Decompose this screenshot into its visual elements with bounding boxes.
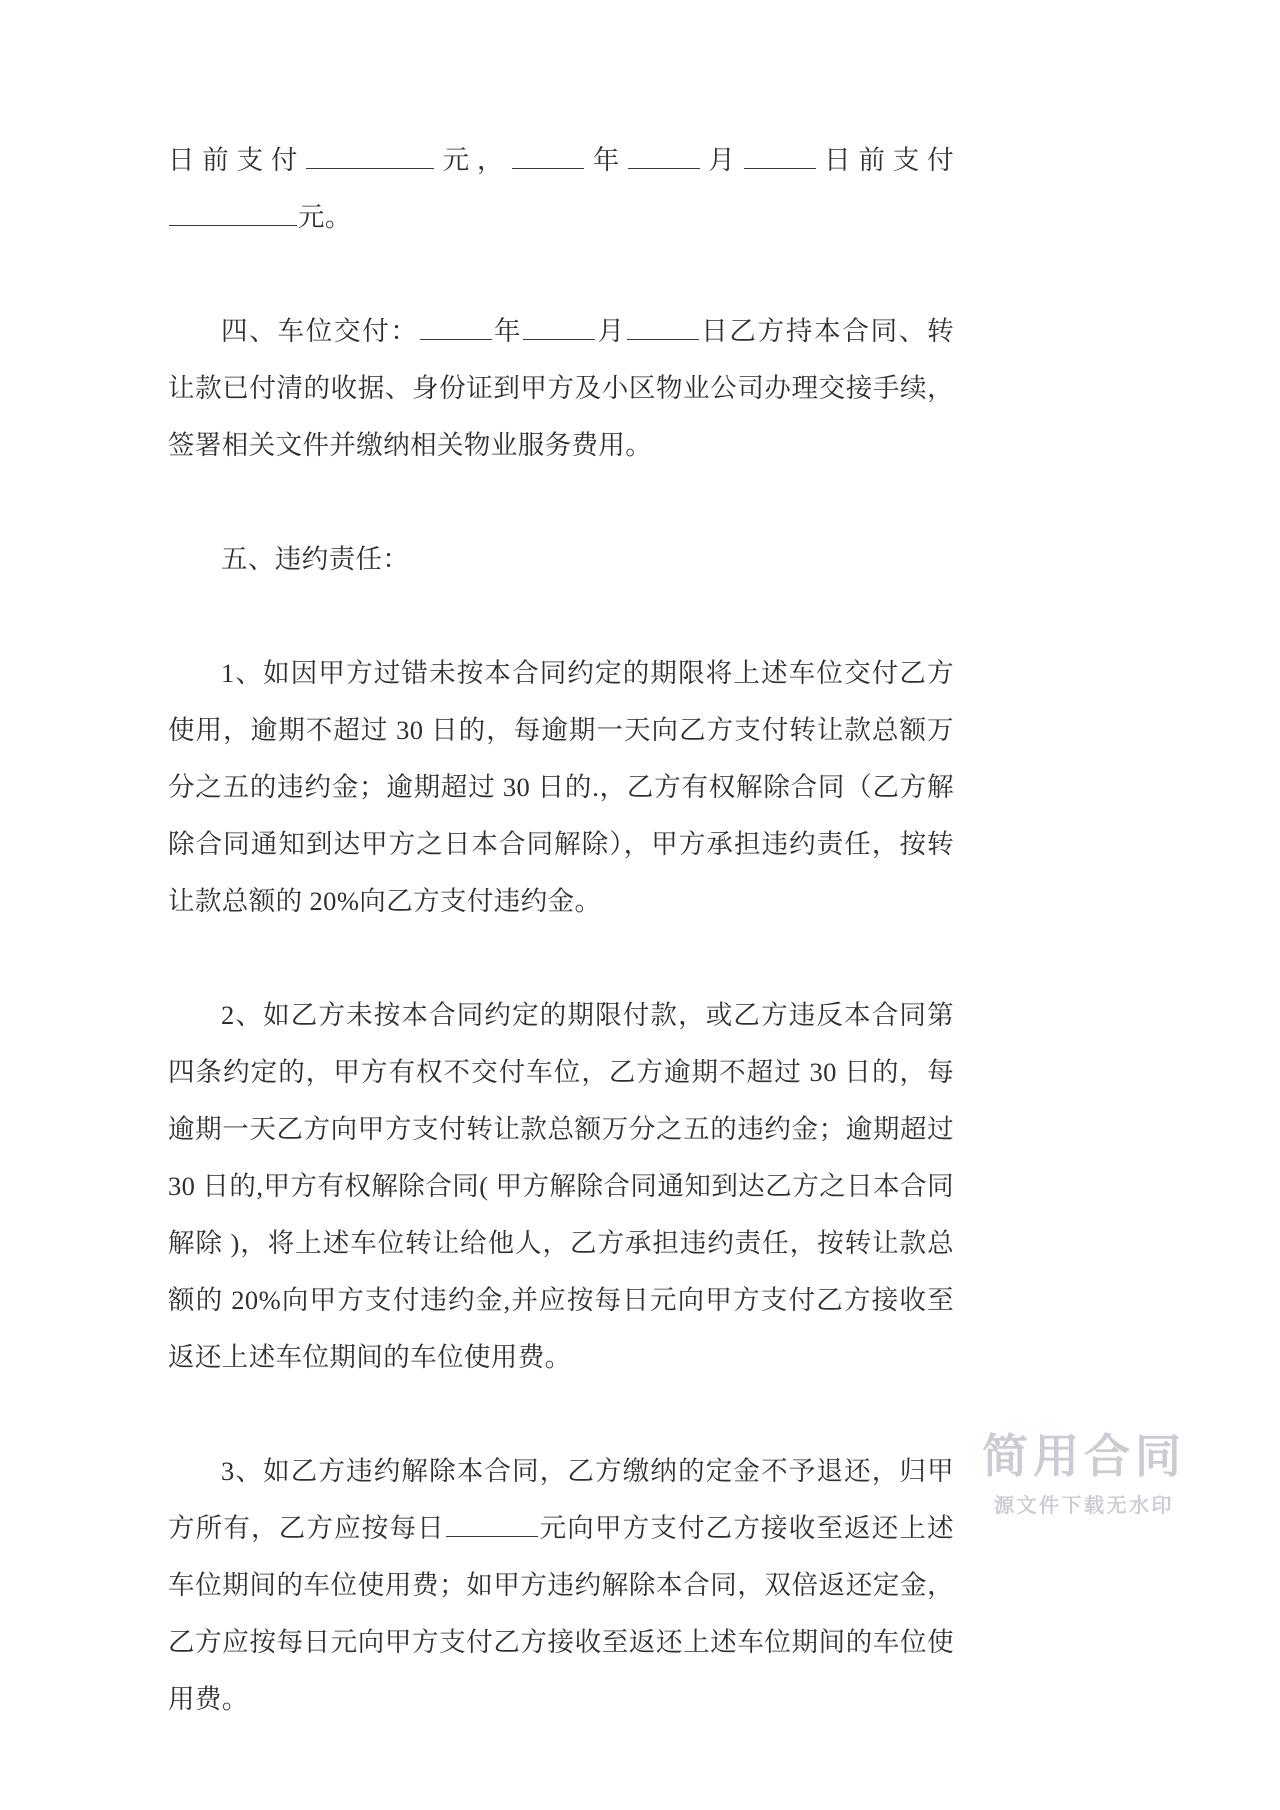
fill-blank-month-1[interactable] xyxy=(628,143,700,169)
text-run: 日前支付 xyxy=(816,145,954,175)
text-run: 四、车位交付： xyxy=(221,316,419,346)
document-body xyxy=(168,132,954,1728)
paragraph-payment-continuation xyxy=(168,132,954,246)
text-run: 月 xyxy=(596,316,626,346)
text-run: 元向甲方支付乙方接收至返还上述车位期间的车位使用费；如甲方违约解除本合同，双倍返还定金，乙方应按每日元向甲方支付乙方接收至返还上述车位期间的车位使用费。 xyxy=(168,1513,955,1714)
text-run: 元。 xyxy=(298,202,352,232)
text-run: 日乙方持本合同、转让款已付清的收据、身份证到甲方及小区物业公司办理交接手续，签署相关文件并缴纳相关物业服务费用。 xyxy=(168,316,954,460)
clause-item-2: 2、如乙方未按本合同约定的期限付款，或乙方违反本合同第四条约定的，甲方有权不交付车位，乙方逾期不超过 30 日的，每逾期一天乙方向甲方支付转让款总额万分之五的违约金；逾期超过 30 日的,甲方有权解除合同( 甲方解除合同通知到达乙方之日本合同解除 )，将上述车位转让给他人，乙方承担违约责任，按转让款总额的 20%向甲方支付违约金,并应按每日元向甲方支付乙方接收至返还上述车位期间的车位使用费。 xyxy=(168,1000,954,1372)
fill-blank-year-1[interactable] xyxy=(512,143,584,169)
paragraph-spacer xyxy=(168,246,954,303)
fill-blank-day-2[interactable] xyxy=(627,314,699,340)
watermark-brand: 简用合同 xyxy=(982,1430,1186,1483)
paragraph-spacer xyxy=(168,1386,954,1443)
fill-blank-amount-1[interactable] xyxy=(306,143,434,169)
paragraph-spacer xyxy=(168,930,954,987)
clause-item-3 xyxy=(168,1443,954,1728)
text-run: 元， xyxy=(435,145,512,175)
paragraph-section-four-delivery xyxy=(168,303,954,474)
watermark-tagline: 源文件下载无水印 xyxy=(994,1495,1174,1517)
fill-blank-year-2[interactable] xyxy=(420,314,492,340)
text-run: 年 xyxy=(585,145,628,175)
paragraph-spacer xyxy=(168,588,954,645)
text-run: 月 xyxy=(701,145,743,175)
fill-blank-daily-fee[interactable] xyxy=(446,1511,538,1537)
heading-section-five-liability: 五、违约责任： xyxy=(221,544,410,574)
fill-blank-day-1[interactable] xyxy=(744,143,816,169)
text-run: 年 xyxy=(492,316,523,346)
fill-blank-month-2[interactable] xyxy=(523,314,595,340)
fill-blank-amount-2[interactable] xyxy=(169,200,297,226)
text-run: 3、如乙方违约解除本合同，乙方缴纳的定金不予退还，归甲方所有，乙方应按每日 xyxy=(168,1456,954,1543)
text-run: 日前支付 xyxy=(168,145,306,175)
watermark xyxy=(944,1431,1224,1518)
paragraph-spacer xyxy=(168,474,954,531)
clause-item-1: 1、如因甲方过错未按本合同约定的期限将上述车位交付乙方使用，逾期不超过 30 日的，每逾期一天向乙方支付转让款总额万分之五的违约金；逾期超过 30 日的.，乙方有权解除合同（乙方解除合同通知到达甲方之日本合同解除），甲方承担违约责任，按转让款总额的 20%向乙方支付违约金。 xyxy=(168,658,954,916)
